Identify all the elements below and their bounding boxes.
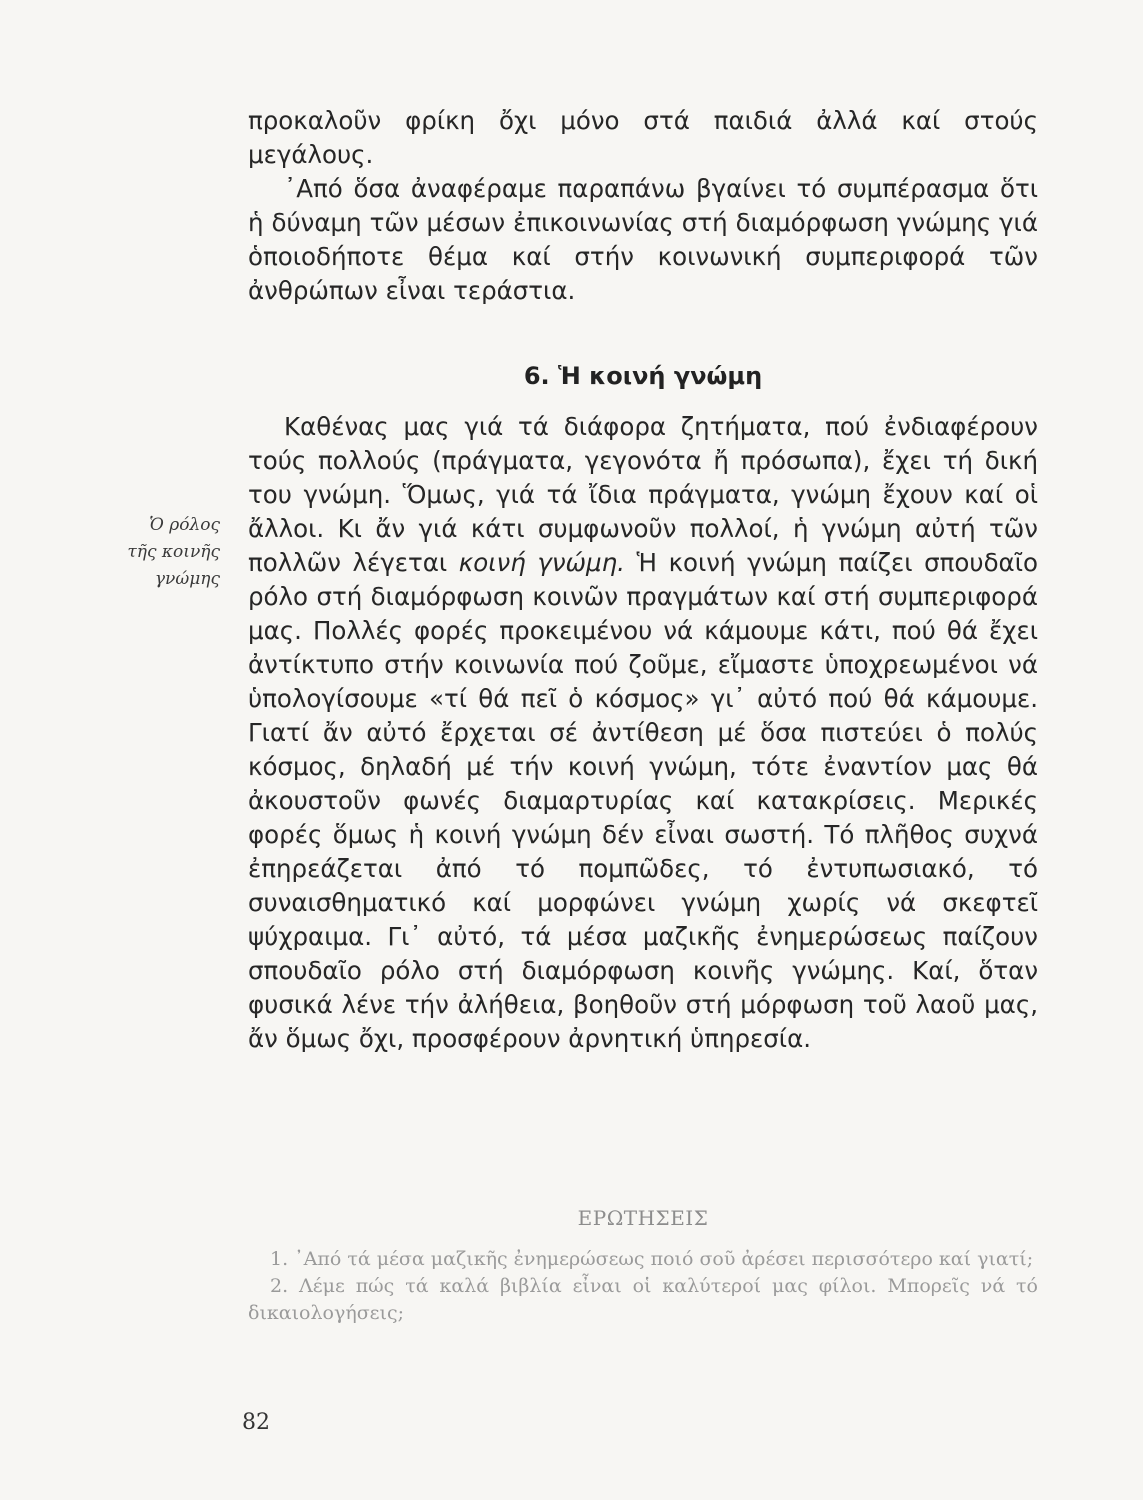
question-item: 2. Λέμε πώς τά καλά βιβλία εἶναι οἱ καλύτεροί μας φίλοι. Μπορεῖς νά τό δικαιολογήσεις; (248, 1275, 1038, 1324)
paragraph-text-before-term: Καθένας μας γιά τά διάφορα ζητήματα, πού ἐνδιαφέρουν τούς πολλούς (πράγματα, γεγονότα ἤ πρόσωπα), ἔχει τή δική του γνώμη. Ὅμως, γιά τά ἴδια πράγματα, γνώμη ἔχουν καί οἱ ἄλλοι. Κι ἄν γιά κάτι συμφωνοῦν πολλοί, ἡ γνώμη αὐτή τῶν πολλῶν λέγεται (248, 412, 1038, 577)
page-number: 82 (242, 1410, 270, 1435)
question-item: 1. ᾿Από τά μέσα μαζικῆς ἐνημερώσεως ποιό σοῦ ἀρέσει περισσότερο καί γιατί; (270, 1248, 1034, 1270)
margin-note-line-2: τῆς κοινῆς (127, 542, 220, 562)
margin-note-line-1: Ὁ ρόλος (149, 515, 220, 535)
margin-note (100, 512, 220, 593)
section-body (248, 410, 1038, 1056)
intro-paragraph-1: προκαλοῦν φρίκη ὄχι μόνο στά παιδιά ἀλλά καί στούς μεγάλους. (248, 106, 1038, 169)
paragraph-text-after-term: Ἡ κοινή γνώμη παίζει σπουδαῖο ρόλο στή διαμόρφωση κοινῶν πραγμάτων καί στή συμπεριφορά μας. Πολλές φορές προκειμένου νά κάμουμε κάτι, πού θά ἔχει ἀντίκτυπο στήν κοινωνία πού ζοῦμε, εἴμαστε ὑποχρεωμένοι νά ὑπολογίσουμε «τί θά πεῖ ὁ κόσμος» γι᾿ αὐτό πού θά κάμουμε. Γιατί ἄν αὐτό ἔρχεται σέ ἀντίθεση μέ ὅσα πιστεύει ὁ πολύς κόσμος, δηλαδή μέ τήν κοινή γνώμη, τότε ἐναντίον μας θά ἀκουστοῦν φωνές διαμαρτυρίας καί κατακρίσεις. Μερικές φορές ὅμως ἡ κοινή γνώμη δέν εἶναι σωστή. Τό πλῆθος συχνά ἐπηρεάζεται ἀπό τό πομπῶδες, τό ἐντυπωσιακό, τό συναισθηματικό καί μορφώνει γνώμη χωρίς νά σκεφτεῖ ψύχραιμα. Γι᾿ αὐτό, τά μέσα μαζικῆς ἐνημερώσεως παίζουν σπουδαῖο ρόλο στή διαμόρφωση κοινῆς γνώμης. Καί, ὅταν φυσικά λένε τήν ἀλήθεια, βοηθοῦν στή μόρφωση τοῦ λαοῦ μας, ἄν ὅμως ὄχι, προσφέρουν ἀρνητική ὑπηρεσία. (248, 548, 1038, 1053)
term-common-opinion: κοινή γνώμη. (458, 548, 625, 577)
margin-note-line-3: γνώμης (154, 569, 220, 589)
section-paragraph (248, 410, 1038, 1056)
intro-text (248, 104, 1038, 308)
questions-title: ΕΡΩΤΗΣΕΙΣ (577, 1206, 709, 1230)
section-heading: 6. Ἡ κοινή γνώμη (523, 362, 763, 390)
questions-list (248, 1246, 1038, 1327)
intro-paragraph-2: ᾿Από ὅσα ἀναφέραμε παραπάνω βγαίνει τό συμπέρασμα ὅτι ἡ δύναμη τῶν μέσων ἐπικοινωνίας στή διαμόρφωση γνώμης γιά ὁποιοδήποτε θέμα καί στήν κοινωνική συμπεριφορά τῶν ἀνθρώπων εἶναι τεράστια. (248, 174, 1038, 305)
